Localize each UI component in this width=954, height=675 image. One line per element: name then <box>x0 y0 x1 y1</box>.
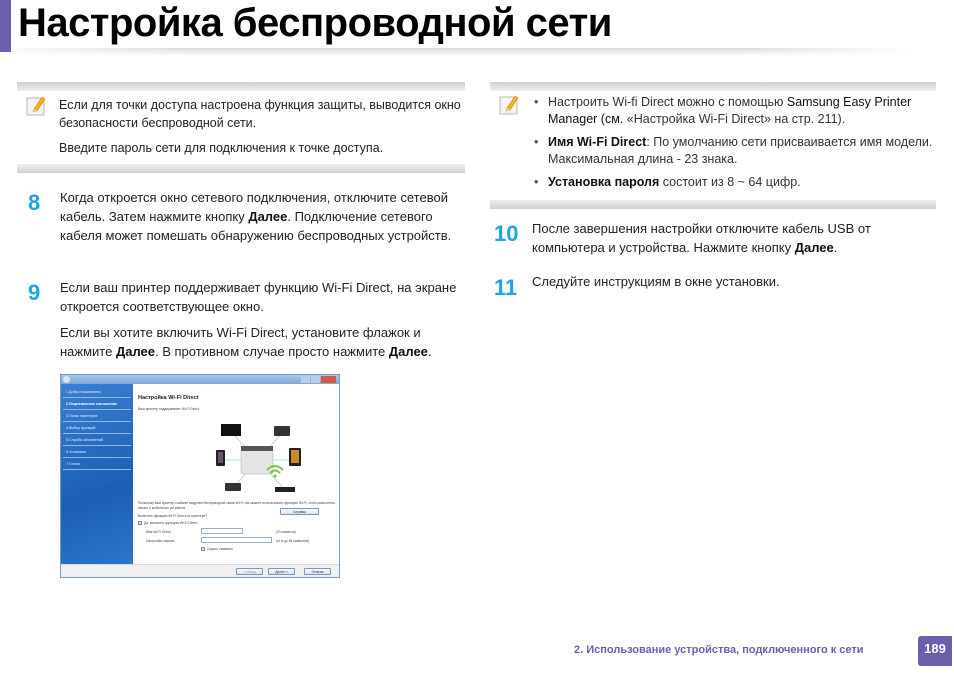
note-box-left <box>17 82 465 173</box>
step-text: Когда откроется окно сетевого подключения, отключите сетевой кабель. Затем нажмите кнопку Далее. Подключение сетевого кабеля может помешать обнаружению беспроводных устройств. <box>60 190 452 243</box>
installer-step: 3.Поиск принтеров <box>63 411 131 422</box>
hide-chars-checkbox[interactable]: Скрыть символы <box>201 547 233 551</box>
note-pencil-icon <box>498 93 520 117</box>
note-paragraph: Введите пароль сети для подключения к точке доступа. <box>59 141 384 155</box>
step-number: 9 <box>28 280 41 305</box>
step-text: Если ваш принтер поддерживает функцию Wi-Fi Direct, на экране откроется соответствующее окно. Если вы хотите включить Wi-Fi Direct, установите флажок и нажмите Далее. В противном случае просто нажмите Далее. <box>60 280 457 359</box>
note-pencil-icon <box>25 94 47 118</box>
help-button[interactable]: Справка <box>280 508 319 515</box>
installer-subtitle: Ваш принтер поддерживает Wi-Fi Direct. <box>138 407 200 411</box>
installer-step: 7.Готово <box>63 459 131 470</box>
title-accent-bar <box>0 0 11 52</box>
back-button[interactable]: < Назад <box>236 568 263 575</box>
note-band-bottom <box>490 200 936 209</box>
note-bullet: • Установка пароля состоит из 8 ~ 64 цифр. <box>532 174 936 191</box>
installer-step: 6.Установка <box>63 447 131 458</box>
step-number: 8 <box>28 190 41 215</box>
installer-heading: Настройка Wi-Fi Direct <box>138 395 199 401</box>
installer-sidebar <box>61 384 133 566</box>
wifi-direct-name-input[interactable] <box>201 528 243 534</box>
note-bullet-list <box>532 94 936 191</box>
installer-screenshot <box>60 374 340 578</box>
installer-step: 1.Добро пожаловать! <box>63 387 131 398</box>
wifi-direct-name-label: Имя Wi-Fi Direct: <box>146 530 172 534</box>
cancel-button[interactable]: Отмена <box>304 568 331 575</box>
installer-content <box>133 384 339 566</box>
app-logo-icon <box>63 376 70 383</box>
close-icon <box>321 376 336 383</box>
note-band-top <box>17 82 465 91</box>
wifi-direct-illustration <box>203 420 313 500</box>
checkbox-checked-icon <box>201 547 205 551</box>
minimize-icon <box>301 376 310 383</box>
installer-step-active: 2.Лицензионное соглашение <box>63 399 131 410</box>
name-hint: (23 символа) <box>276 530 296 534</box>
note-bullet: • Имя Wi-Fi Direct: По умолчанию сети присваивается имя модели. Максимальная длина - 23 знака. <box>532 134 936 168</box>
checkbox-checked-icon <box>138 521 142 525</box>
step-number: 10 <box>494 221 519 246</box>
title-divider <box>12 48 917 56</box>
page-number-badge: 189 <box>918 636 952 666</box>
note-box-right <box>490 82 936 209</box>
note-band-bottom <box>17 164 465 173</box>
page-title: Настройка беспроводной сети <box>18 1 612 45</box>
password-hint: (от 8 до 64 символов) <box>276 539 310 543</box>
chapter-footer: 2. Использование устройства, подключенного к сети <box>574 644 864 656</box>
installer-question: Включить функцию Wi-Fi Direct на принтере? <box>138 514 208 518</box>
installer-step: 4.Выбор функций <box>63 423 131 434</box>
note-paragraph: Если для точки доступа настроена функция защиты, выводится окно безопасности беспроводной сети. <box>59 98 461 130</box>
installer-titlebar <box>61 375 339 384</box>
step-text: После завершения настройки отключите кабель USB от компьютера и устройства. Нажмите кнопку Далее. <box>532 221 871 255</box>
installer-step: 5.Служба обновлений <box>63 435 131 446</box>
enable-wifi-direct-checkbox[interactable]: Да, включить функцию Wi-Fi Direct. <box>138 521 198 525</box>
installer-footer <box>61 564 339 577</box>
next-button[interactable]: Далее > <box>268 568 295 575</box>
password-label: Настройка пароля: <box>146 539 175 543</box>
step-number: 11 <box>494 275 518 300</box>
note-bullet: • Настроить Wi-fi Direct можно с помощью Samsung Easy Printer Manager (см. «Настройка Wi-Fi Direct» на стр. 211). <box>532 94 936 128</box>
step-text: Следуйте инструкциям в окне установки. <box>532 274 780 289</box>
window-controls <box>301 376 336 383</box>
note-band-top <box>490 82 936 91</box>
maximize-icon <box>311 376 320 383</box>
installer-paragraph: Поскольку ваш принтер снабжен модулем беспроводной связи Wi-Fi, вы можете использовать функцию Wi-Fi, чтобы выполнять печать с мобильных устройств. <box>138 501 335 510</box>
password-input[interactable] <box>201 537 272 543</box>
note-text <box>59 96 465 157</box>
